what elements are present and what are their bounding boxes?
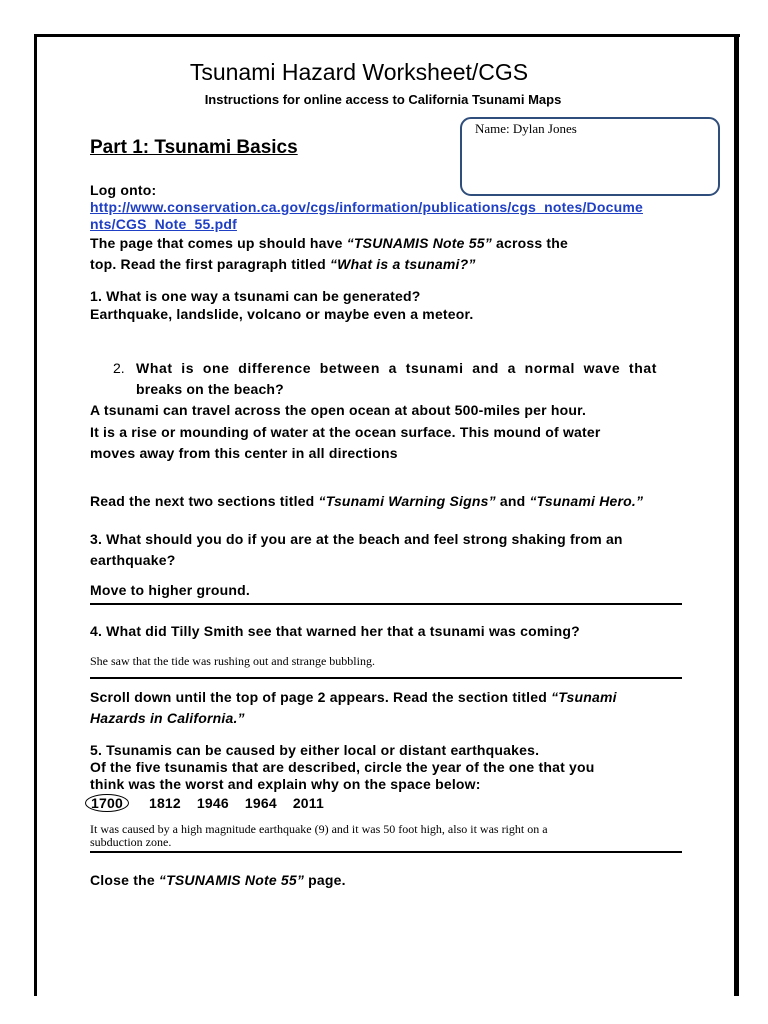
year-option-circled[interactable]: 1700 bbox=[85, 794, 129, 812]
close-text-b: “TSUNAMIS Note 55” bbox=[158, 872, 305, 888]
scroll-instruction-line1 bbox=[90, 687, 617, 708]
q2-answer-line1: A tsunami can travel across the open ocean at about 500-miles per hour. bbox=[90, 402, 587, 418]
q5-line2: Of the five tsunamis that are described, circle the year of the one that you bbox=[90, 759, 595, 775]
q3-answer-line bbox=[90, 603, 682, 605]
read-next-b: “Tsunami Warning Signs” bbox=[318, 493, 496, 509]
q2-answer-line2: It is a rise or mounding of water at the ocean surface. This mound of water bbox=[90, 424, 601, 440]
q1-answer: Earthquake, landslide, volcano or maybe even a meteor. bbox=[90, 306, 474, 322]
cgs-note-link[interactable] bbox=[90, 199, 643, 233]
read-next-d: “Tsunami Hero.” bbox=[529, 493, 644, 509]
q4-answer: She saw that the tide was rushing out and strange bubbling. bbox=[90, 654, 375, 668]
frame-top-border bbox=[34, 34, 740, 37]
q2-number: 2. bbox=[113, 360, 125, 376]
intro-text-d: top. Read the first paragraph titled bbox=[90, 256, 330, 272]
page-title: Tsunami Hazard Worksheet/CGS bbox=[189, 59, 529, 85]
part1-heading: Part 1: Tsunami Basics bbox=[90, 137, 298, 158]
year-option[interactable]: 1964 bbox=[244, 795, 277, 811]
read-next-a: Read the next two sections titled bbox=[90, 493, 319, 509]
log-onto-label: Log onto: bbox=[90, 182, 157, 198]
close-text-a: Close the bbox=[90, 872, 159, 888]
q3-answer: Move to higher ground. bbox=[90, 582, 250, 598]
q4-question: 4. What did Tilly Smith see that warned her that a tsunami was coming? bbox=[90, 623, 580, 639]
year-option[interactable]: 2011 bbox=[292, 795, 324, 811]
q1-question: 1. What is one way a tsunami can be generated? bbox=[90, 288, 421, 304]
q5-answer-line2: subduction zone. bbox=[90, 835, 172, 849]
close-text-c: page. bbox=[304, 872, 346, 888]
q2-question-line2: breaks on the beach? bbox=[136, 381, 284, 397]
q3-question-line2: earthquake? bbox=[90, 552, 176, 568]
read-next-sections bbox=[90, 491, 643, 512]
intro-text-c: across the bbox=[491, 235, 569, 251]
cgs-note-link-line1[interactable]: http://www.conservation.ca.gov/cgs/information/publications/cgs_notes/Docume bbox=[90, 199, 643, 215]
scroll-text-b: “Tsunami bbox=[551, 689, 617, 705]
intro-text-b: “TSUNAMIS Note 55” bbox=[346, 235, 492, 251]
read-next-c: and bbox=[495, 493, 530, 509]
name-text: Name: Dylan Jones bbox=[475, 121, 577, 136]
frame-right-border bbox=[734, 34, 739, 996]
intro-text-e: “What is a tsunami?” bbox=[329, 256, 476, 272]
q2-question-line1: What is one difference between a tsunami and a normal wave that bbox=[136, 360, 657, 376]
q4-answer-line bbox=[90, 677, 682, 679]
year-option[interactable]: 1946 bbox=[196, 795, 229, 811]
scroll-text-a: Scroll down until the top of page 2 appears. Read the section titled bbox=[90, 689, 552, 705]
q5-line3: think was the worst and explain why on the space below: bbox=[90, 776, 481, 792]
frame-left-border bbox=[34, 34, 37, 996]
scroll-instruction-line2: Hazards in California.” bbox=[90, 710, 245, 726]
year-options bbox=[90, 794, 324, 812]
year-option[interactable]: 1812 bbox=[148, 795, 181, 811]
intro-line2 bbox=[90, 254, 476, 275]
q5-answer-line1: It was caused by a high magnitude earthquake (9) and it was 50 foot high, also it was right on a bbox=[90, 822, 548, 836]
page-subtitle: Instructions for online access to California Tsunami Maps bbox=[204, 92, 562, 107]
q3-question-line1: 3. What should you do if you are at the beach and feel strong shaking from an bbox=[90, 531, 623, 547]
name-box bbox=[460, 117, 720, 196]
intro-line1 bbox=[90, 233, 568, 254]
q5-answer-underline bbox=[90, 851, 682, 853]
q2-answer-line3: moves away from this center in all directions bbox=[90, 445, 398, 461]
q5-line1: 5. Tsunamis can be caused by either local or distant earthquakes. bbox=[90, 742, 540, 758]
cgs-note-link-line2[interactable]: nts/CGS_Note_55.pdf bbox=[90, 216, 237, 232]
intro-text-a: The page that comes up should have bbox=[90, 235, 347, 251]
close-instruction bbox=[90, 870, 346, 891]
